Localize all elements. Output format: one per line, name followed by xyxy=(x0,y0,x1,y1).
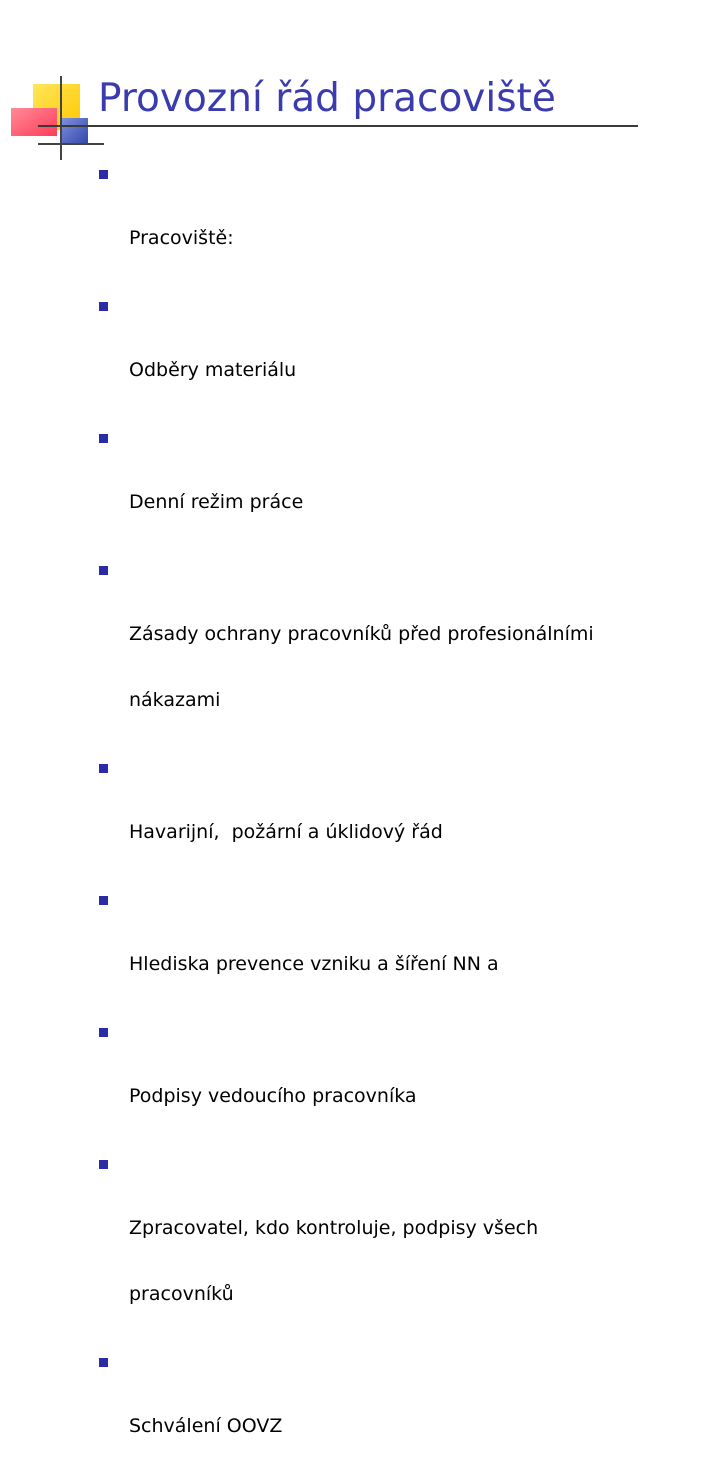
list-item-text: Hlediska prevence vzniku a šíření NN a xyxy=(129,953,499,975)
list-item xyxy=(98,161,594,293)
slide-logo-icon xyxy=(0,0,110,170)
square-bullet-icon xyxy=(99,566,108,575)
list-item-text: Schválení OOVZ xyxy=(129,1415,283,1437)
logo-blue-square xyxy=(62,118,88,144)
list-item-text: Denní režim práce xyxy=(129,491,304,513)
list-item xyxy=(98,557,594,755)
list-item xyxy=(98,1019,594,1151)
square-bullet-icon xyxy=(99,764,108,773)
list-item xyxy=(98,887,594,1019)
list-item-text: Havarijní, požární a úklidový řád xyxy=(129,821,443,843)
list-item-text: Zpracovatel, kdo kontroluje, podpisy všech xyxy=(129,1217,539,1239)
list-item xyxy=(98,755,594,887)
list-item xyxy=(98,1349,594,1481)
list-item xyxy=(98,293,594,425)
list-item xyxy=(98,1151,594,1349)
list-item-text: Zásady ochrany pracovníků před profesionálními xyxy=(129,623,594,645)
bullet-list xyxy=(98,161,594,1481)
square-bullet-icon xyxy=(99,1358,108,1367)
list-item-text: Podpisy vedoucího pracovníka xyxy=(129,1085,417,1107)
square-bullet-icon xyxy=(99,170,108,179)
logo-red-square xyxy=(11,108,57,136)
square-bullet-icon xyxy=(99,896,108,905)
title-underline xyxy=(38,125,638,127)
list-item xyxy=(98,425,594,557)
square-bullet-icon xyxy=(99,302,108,311)
square-bullet-icon xyxy=(99,1028,108,1037)
list-item-text-continued: pracovníků xyxy=(129,1283,234,1305)
square-bullet-icon xyxy=(99,1160,108,1169)
list-item-text-continued: nákazami xyxy=(129,689,221,711)
square-bullet-icon xyxy=(99,434,108,443)
slide-title: Provozní řád pracoviště xyxy=(98,76,556,121)
list-item-text: Odběry materiálu xyxy=(129,359,297,381)
list-item-text: Pracoviště: xyxy=(129,227,234,249)
